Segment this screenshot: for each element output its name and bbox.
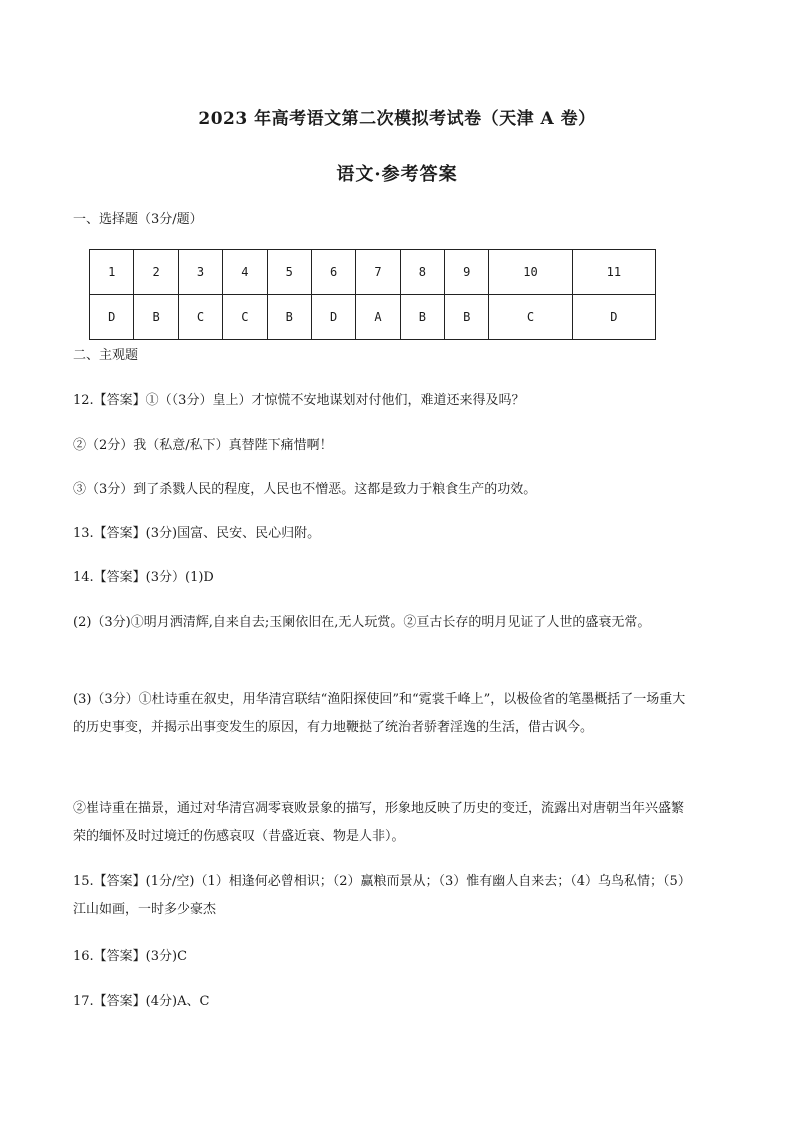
answer-cell: C xyxy=(223,295,267,340)
answer-q14-part2: (2)（3分)①明月洒清辉,自来自去;玉阑依旧在,无人玩赏。②亘古长存的明月见证了人世的盛衰无常。 xyxy=(73,615,651,630)
answer-q12-part3: ③（3分）到了杀戮人民的程度，人民也不憎恶。这都是致力于粮食生产的功效。 xyxy=(73,482,537,497)
answer-cell: B xyxy=(134,295,178,340)
answer-cell: B xyxy=(267,295,311,340)
question-number-row xyxy=(90,250,656,295)
question-number-cell: 3 xyxy=(178,250,222,295)
question-number-cell: 10 xyxy=(489,250,572,295)
question-number-cell: 5 xyxy=(267,250,311,295)
answer-cell: B xyxy=(400,295,444,340)
answer-table xyxy=(89,249,656,340)
answer-cell: A xyxy=(356,295,400,340)
answer-cell: D xyxy=(311,295,355,340)
answer-q14-part1: 14.【答案】(3分）(1)D xyxy=(73,570,214,585)
section1-heading: 一、选择题（3分/题） xyxy=(73,212,203,227)
question-number-cell: 4 xyxy=(223,250,267,295)
answer-q12-part2: ②（2分）我（私意/私下）真替陛下痛惜啊！ xyxy=(73,438,333,453)
answer-cell: C xyxy=(178,295,222,340)
answer-q13: 13.【答案】(3分)国富、民安、民心归附。 xyxy=(73,526,321,541)
answer-q14-part4: ②崔诗重在描景，通过对华清宫凋零衰败景象的描写，形象地反映了历史的变迁，流露出对唐朝当年兴盛繁荣的缅怀及时过境迁的伤感哀叹（昔盛近衰、物是人非）。 xyxy=(73,801,685,844)
question-number-cell: 2 xyxy=(134,250,178,295)
question-number-cell: 11 xyxy=(572,250,655,295)
question-number-cell: 1 xyxy=(90,250,134,295)
question-number-cell: 9 xyxy=(445,250,489,295)
answer-cell: D xyxy=(90,295,134,340)
question-number-cell: 7 xyxy=(356,250,400,295)
answer-q16: 16.【答案】(3分)C xyxy=(73,949,188,964)
answer-row xyxy=(90,295,656,340)
answer-key-subtitle: 语文·参考答案 xyxy=(336,164,458,185)
answer-q17: 17.【答案】(4分)A、C xyxy=(73,994,210,1009)
section2-heading: 二、主观题 xyxy=(73,348,139,363)
answer-q14-part3: (3)（3分）①杜诗重在叙史，用华清宫联结“渔阳探使回”和“霓裳千峰上”，以极俭省的笔墨概括了一场重大的历史事变，并揭示出事变发生的原因，有力地鞭挞了统治者骄奢淫逸的生活，借古讽今。 xyxy=(73,692,686,735)
answer-cell: B xyxy=(445,295,489,340)
question-number-cell: 6 xyxy=(311,250,355,295)
answer-q15: 15.【答案】(1分/空)（1）相逢何必曾相识；（2）赢粮而景从；（3）惟有幽人自来去；（4）乌鸟私情；（5）江山如画，一时多少豪杰 xyxy=(73,874,691,917)
question-number-cell: 8 xyxy=(400,250,444,295)
answer-q12-part1: 12.【答案】①（（3分）皇上）才惊慌不安地谋划对付他们，难道还来得及吗？ xyxy=(73,393,525,408)
answer-cell: D xyxy=(572,295,655,340)
exam-title: 2023 年高考语文第二次模拟考试卷（天津 A 卷） xyxy=(198,109,596,129)
answer-cell: C xyxy=(489,295,572,340)
